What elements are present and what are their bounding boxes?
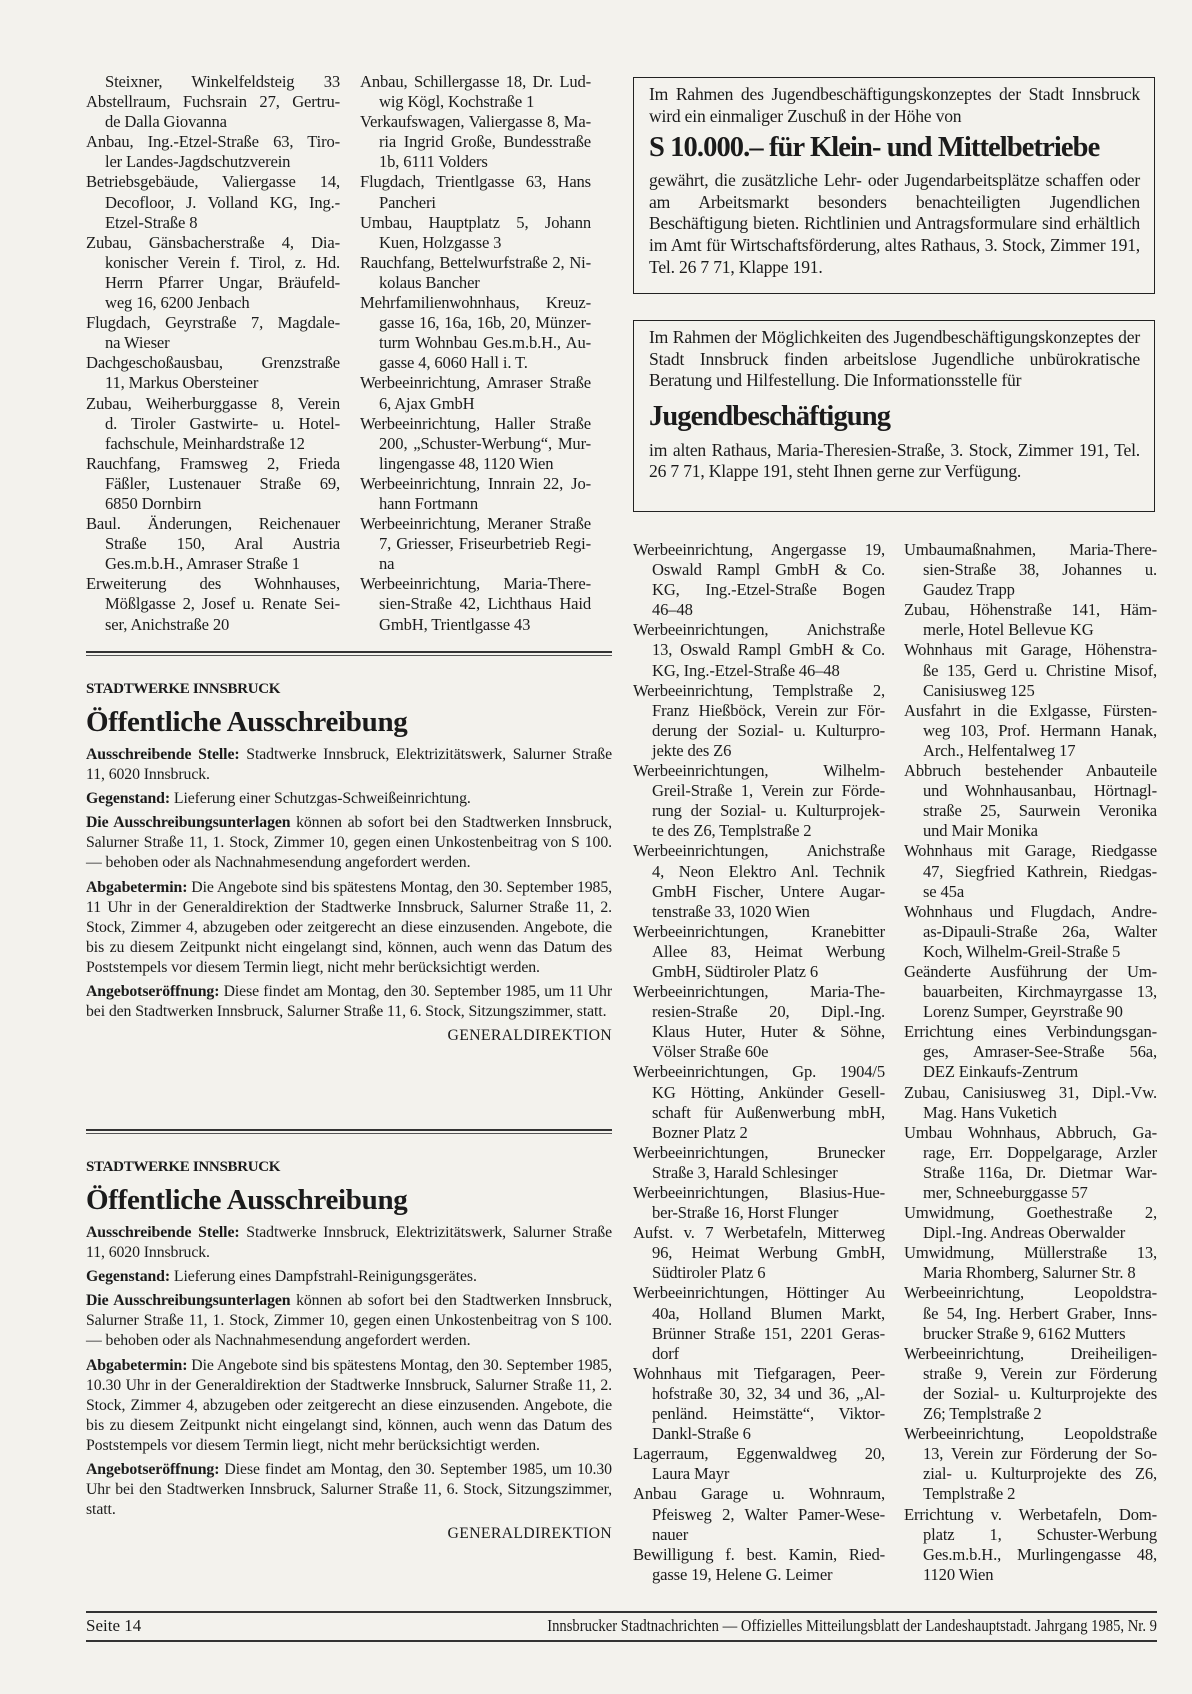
notice-organization: STADTWERKE INNSBRUCK xyxy=(86,1159,281,1175)
paragraph-text: Lieferung einer Schutzgas-Schweißeinrichtung. xyxy=(170,790,471,808)
list-item xyxy=(904,761,1157,841)
list-item-line: fachschule, Meinhardstraße 12 xyxy=(105,433,305,453)
list-item-line: sien-Straße 42, Lichthaus Haid xyxy=(379,594,591,614)
list-item-line: gasse 4, 6060 Hall i. T. xyxy=(379,353,528,373)
list-item xyxy=(904,1243,1157,1283)
list-item xyxy=(904,701,1157,761)
paragraph-text: Stadtwerke Innsbruck, Elektrizitätswerk, Salurner Straße 11, 6020 Innsbruck. xyxy=(86,746,612,784)
list-item-line: Werbeeinrichtung, Templstraße 2, xyxy=(633,680,885,700)
list-item-line: Werbeeinrichtung, Leopoldstra- xyxy=(904,1283,1157,1303)
list-item-line: konischer Verein f. Tirol, z. Hd. xyxy=(105,252,340,272)
list-item-line: rung der Sozial- u. Kulturprojek- xyxy=(652,801,885,821)
list-item-line: Dankl-Straße 6 xyxy=(652,1424,751,1444)
list-item-line: Werbeeinrichtungen, Anichstraße xyxy=(633,841,885,861)
list-item xyxy=(633,1364,885,1444)
list-item xyxy=(360,213,591,253)
list-item-line: ber-Straße 16, Horst Flunger xyxy=(652,1203,839,1223)
list-item-line: Werbeeinrichtung, Dreiheiligen- xyxy=(904,1343,1157,1363)
list-item-line: der Sozial- u. Kulturprojekte des xyxy=(923,1383,1157,1403)
list-item-line: Werbeeinrichtungen, Kranebitter xyxy=(633,921,885,941)
list-item-line: lingengasse 48, 1120 Wien xyxy=(379,453,554,473)
list-item-line: 1120 Wien xyxy=(923,1564,994,1584)
section-divider xyxy=(86,651,612,656)
list-item-line: Templstraße 2 xyxy=(923,1484,1016,1504)
paragraph-label: Gegenstand: xyxy=(86,790,171,808)
list-item xyxy=(86,233,340,313)
paragraph-label: Angebotseröffnung: xyxy=(86,1461,220,1479)
list-item-line: KG Hötting, Ankünder Gesell- xyxy=(652,1082,885,1102)
list-item-line: sien-Straße 38, Johannes u. xyxy=(923,560,1157,580)
list-item-line: Laura Mayr xyxy=(652,1464,730,1484)
list-item-line: as-Dipauli-Straße 26a, Walter xyxy=(923,921,1157,941)
list-item-line: Werbeeinrichtungen, Maria-The- xyxy=(633,982,885,1002)
list-item-line: Ges.m.b.H., Amraser Straße 1 xyxy=(105,554,300,574)
permit-list-column-1 xyxy=(86,72,340,635)
list-item-line: penländ. Heimstätte“, Viktor- xyxy=(652,1404,885,1424)
list-item xyxy=(86,72,340,92)
list-item-line: de Dalla Giovanna xyxy=(105,112,227,132)
notice-paragraph xyxy=(86,1223,612,1263)
list-item xyxy=(904,1123,1157,1203)
list-item-line: Mehrfamilienwohnhaus, Kreuz- xyxy=(360,293,591,313)
list-item-line: Flugdach, Trientlgasse 63, Hans xyxy=(360,172,591,192)
list-item-line: 11, Markus Obersteiner xyxy=(105,373,259,393)
list-item-line: KG, Ing.-Etzel-Straße 46–48 xyxy=(652,660,840,680)
list-item-line: Abstellraum, Fuchsrain 27, Gertru- xyxy=(86,92,340,112)
list-item-line: resien-Straße 20, Dipl.-Ing. xyxy=(652,1002,885,1022)
youth-employment-info-box xyxy=(633,320,1155,512)
list-item-line: Werbeeinrichtung, Meraner Straße xyxy=(360,514,591,534)
paragraph-text: Diese findet am Montag, den 30. September 1985, um 11 Uhr bei den Stadtwerken Innsbruck, Salurner Straße 11, 6. Stock, Sitzungszimmer, statt. xyxy=(86,983,612,1021)
list-item xyxy=(904,1083,1157,1123)
list-item-line: Decofloor, J. Volland KG, Ing.- xyxy=(105,192,340,212)
list-item-line: Aufst. v. 7 Werbetafeln, Mitterweg xyxy=(633,1223,885,1243)
info-headline: Jugendbeschäftigung xyxy=(649,400,891,432)
tender-notice xyxy=(86,1129,612,1544)
list-item-line: brucker Straße 9, 6162 Mutters xyxy=(923,1323,1126,1343)
list-item-line: Pancheri xyxy=(379,192,436,212)
paragraph-text: können ab sofort bei den Stadtwerken Innsbruck, Salurner Straße 11, 1. Stock, Zimmer 10, gegen einen Unkostenbeitrag von S 100.— behoben oder als Nachnahmesendung angefordert werden. xyxy=(86,1292,612,1350)
list-item xyxy=(86,132,340,172)
list-item-line: na Wieser xyxy=(105,333,170,353)
tender-notice xyxy=(86,651,612,1046)
list-item-line: 47, Siegfried Kathrein, Riedgas- xyxy=(923,861,1157,881)
paragraph-text: Stadtwerke Innsbruck, Elektrizitätswerk, Salurner Straße 11, 6020 Innsbruck. xyxy=(86,1224,612,1262)
list-item xyxy=(360,574,591,634)
paragraph-label: Die Ausschreibungsunterlagen xyxy=(86,814,291,832)
list-item-line: zial- u. Kulturprojekte des Z6, xyxy=(923,1464,1157,1484)
list-item-line: ges, Amraser-See-Straße 56a, xyxy=(923,1042,1157,1062)
list-item-line: Canisiusweg 125 xyxy=(923,680,1035,700)
notice-paragraph xyxy=(86,813,612,873)
list-item-line: Rauchfang, Bettelwurfstraße 2, Ni- xyxy=(360,252,591,272)
list-item-line: Werbeeinrichtungen, Wilhelm- xyxy=(633,761,885,781)
notice-paragraph xyxy=(86,1267,612,1287)
list-item-line: Herrn Pfarrer Ungar, Bräufeld- xyxy=(105,272,340,292)
list-item-line: Ges.m.b.H., Murlingengasse 48, xyxy=(923,1544,1157,1564)
list-item xyxy=(86,574,340,634)
footer-divider xyxy=(86,1640,1157,1642)
list-item-line: se 45a xyxy=(923,881,965,901)
list-item-line: 96, Heimat Werbung GmbH, xyxy=(652,1243,885,1263)
list-item-line: 46–48 xyxy=(652,600,693,620)
list-item-line: Zubau, Gänsbacherstraße 4, Dia- xyxy=(86,232,340,252)
list-item xyxy=(360,293,591,373)
section-divider xyxy=(86,1129,612,1134)
list-item-line: KG, Ing.-Etzel-Straße Bogen xyxy=(652,580,885,600)
list-item xyxy=(360,172,591,212)
list-item-line: Zubau, Canisiusweg 31, Dipl.-Vw. xyxy=(904,1082,1157,1102)
list-item xyxy=(86,92,340,132)
list-item-line: Werbeeinrichtungen, Brunecker xyxy=(633,1142,885,1162)
subsidy-body: gewährt, die zusätzliche Lehr- oder Jugendarbeitsplätze schaffen oder am Arbeitsmarkt besonders benachteiligten Jugendlichen Beschäftigung bieten. Richtlinien und Antragsformulare sind erhältlich im Amt für Wirtschaftsförderung, altes Rathaus, 3. Stock, Zimmer 191, Tel. 26 7 71, Klappe 191. xyxy=(649,170,1140,277)
list-item-line: Werbeeinrichtung, Haller Straße xyxy=(360,413,591,433)
list-item-line: Fäßler, Lustenauer Straße 69, xyxy=(105,473,340,493)
list-item-line: Anbau, Ing.-Etzel-Straße 63, Tiro- xyxy=(86,132,340,152)
paragraph-text: Die Angebote sind bis spätestens Montag, den 30. September 1985, 11 Uhr in der Generaldirektion der Stadtwerke Innsbruck, Salurner Straße 11, 2. Stock, Zimmer 4, abzugeben oder zeitgerecht an diese einzusenden. Angebote, die bis zu diesem Zeitpunkt nicht eingelangt sind, können, auch wenn das Datum des Poststempels vor diesem Termin liegt, nicht mehr berücksichtigt werden. xyxy=(86,878,612,976)
list-item-line: wig Kögl, Kochstraße 1 xyxy=(379,92,535,112)
list-item-line: schaft für Außenwerbung mbH, xyxy=(652,1102,885,1122)
paragraph-label: Ausschreibende Stelle: xyxy=(86,746,240,763)
list-item-line: Straße 3, Harald Schlesinger xyxy=(652,1162,838,1182)
list-item-line: Dachgeschoßausbau, Grenzstraße xyxy=(86,353,340,373)
list-item xyxy=(360,373,591,413)
list-item-line: te des Z6, Templstraße 2 xyxy=(652,821,812,841)
list-item xyxy=(633,761,885,841)
list-item-line: Zubau, Weiherburggasse 8, Verein xyxy=(86,393,340,413)
list-item xyxy=(86,394,340,454)
list-item-line: Klaus Huter, Huter & Söhne, xyxy=(652,1022,885,1042)
subsidy-headline: S 10.000.– für Klein- und Mittelbetriebe xyxy=(649,132,1100,164)
list-item xyxy=(86,353,340,393)
list-item-line: Anbau Garage u. Wohnraum, xyxy=(633,1484,885,1504)
list-item-line: hofstraße 30, 32, 34 und 36, „Al- xyxy=(652,1383,885,1403)
info-body: im alten Rathaus, Maria-Theresien-Straße, 3. Stock, Zimmer 191, Tel. 26 7 71, Klappe 191, steht Ihnen gerne zur Verfügung. xyxy=(649,439,1140,482)
permit-list-column-2 xyxy=(360,72,591,635)
list-item-line: Dipl.-Ing. Andreas Oberwalder xyxy=(923,1223,1126,1243)
list-item-line: Zubau, Höhenstraße 141, Häm- xyxy=(904,600,1157,620)
list-item-line: nauer xyxy=(652,1524,689,1544)
list-item-line: Brünner Straße 151, 2201 Geras- xyxy=(652,1323,885,1343)
list-item-line: Maria Rhomberg, Salurner Str. 8 xyxy=(923,1263,1136,1283)
list-item-line: 4, Neon Elektro Anl. Technik xyxy=(652,861,885,881)
notice-title: Öffentliche Ausschreibung xyxy=(86,706,408,738)
list-item-line: Errichtung v. Werbetafeln, Dom- xyxy=(904,1504,1157,1524)
list-item-line: Wohnhaus mit Garage, Höhenstra- xyxy=(904,640,1157,660)
list-item xyxy=(904,902,1157,962)
list-item-line: Umbaumaßnahmen, Maria-There- xyxy=(904,540,1157,559)
list-item-line: 200, „Schuster-Werbung“, Mur- xyxy=(379,433,591,453)
list-item-line: kolaus Bancher xyxy=(379,272,480,292)
list-item-line: ser, Anichstraße 20 xyxy=(105,614,230,634)
list-item-line: Umwidmung, Goethestraße 2, xyxy=(904,1203,1157,1223)
notice-paragraph xyxy=(86,982,612,1022)
list-item-line: Kuen, Holzgasse 3 xyxy=(379,232,502,252)
paragraph-label: Gegenstand: xyxy=(86,1268,171,1286)
list-item-line: Völser Straße 60e xyxy=(652,1042,769,1062)
list-item xyxy=(633,1444,885,1484)
list-item-line: Werbeeinrichtung, Maria-There- xyxy=(360,574,591,594)
list-item-line: Mößlgasse 2, Josef u. Renate Sei- xyxy=(105,594,340,614)
list-item-line: Werbeeinrichtung, Amraser Straße xyxy=(360,373,591,393)
list-item xyxy=(904,1424,1157,1504)
page-number: Seite 14 xyxy=(86,1616,142,1635)
list-item-line: Wohnhaus mit Garage, Riedgasse xyxy=(904,841,1157,861)
list-item-line: GmbH, Südtiroler Platz 6 xyxy=(652,961,819,981)
notice-paragraph xyxy=(86,1460,612,1520)
list-item-line: dorf xyxy=(652,1343,680,1363)
list-item-line: Betriebsgebäude, Valiergasse 14, xyxy=(86,172,340,192)
notice-title: Öffentliche Ausschreibung xyxy=(86,1184,408,1216)
list-item-line: Straße 116a, Dr. Dietmar War- xyxy=(923,1162,1157,1182)
list-item xyxy=(633,540,885,620)
list-item-line: Umbau Wohnhaus, Abbruch, Ga- xyxy=(904,1122,1157,1142)
list-item-line: Steixner, Winkelfeldsteig 33 xyxy=(105,72,340,91)
list-item xyxy=(86,514,340,574)
list-item-line: Geänderte Ausführung der Um- xyxy=(904,961,1157,981)
list-item-line: gasse 19, Helene G. Leimer xyxy=(652,1564,833,1584)
list-item-line: Straße 150, Aral Austria xyxy=(105,534,340,554)
paragraph-text: Diese findet am Montag, den 30. September 1985, um 10.30 Uhr bei den Stadtwerken Innsbruck, Salurner Straße 11, 6. Stock, Sitzungszimmer, statt. xyxy=(86,1461,612,1519)
list-item-line: hann Fortmann xyxy=(379,493,478,513)
list-item xyxy=(904,1022,1157,1082)
paragraph-label: Ausschreibende Stelle: xyxy=(86,1224,240,1241)
list-item xyxy=(904,962,1157,1022)
publication-line: Innsbrucker Stadtnachrichten — Offizielles Mitteilungsblatt der Landeshauptstadt. Jahrgang 1985, Nr. 9 xyxy=(547,1616,1157,1635)
list-item-line: ler Landes-Jagdschutzverein xyxy=(105,152,291,172)
notice-paragraph xyxy=(86,789,612,809)
list-item xyxy=(86,172,340,232)
paragraph-label: Angebotseröffnung: xyxy=(86,983,220,1001)
list-item-line: 1b, 6111 Volders xyxy=(379,152,488,172)
list-item xyxy=(633,1545,885,1585)
list-item xyxy=(633,1223,885,1283)
list-item xyxy=(360,474,591,514)
list-item-line: Koch, Wilhelm-Greil-Straße 5 xyxy=(923,941,1121,961)
list-item xyxy=(360,514,591,574)
list-item-line: und Mair Monika xyxy=(923,821,1038,841)
list-item-line: Baul. Änderungen, Reichenauer xyxy=(86,514,340,534)
list-item-line: straße 9, Verein zur Förderung xyxy=(923,1363,1157,1383)
list-item-line: Arch., Helfentalweg 17 xyxy=(923,740,1076,760)
list-item-line: weg 16, 6200 Jenbach xyxy=(105,293,250,313)
list-item-line: na xyxy=(379,554,395,574)
list-item-line: Umwidmung, Müllerstraße 13, xyxy=(904,1243,1157,1263)
list-item xyxy=(904,841,1157,901)
list-item-line: 7, Griesser, Friseurbetrieb Regi- xyxy=(379,534,591,554)
list-item-line: ße 54, Ing. Herbert Graber, Inns- xyxy=(923,1303,1157,1323)
list-item-line: derung der Sozial- u. Kulturpro- xyxy=(652,720,885,740)
list-item-line: Wohnhaus mit Tiefgaragen, Peer- xyxy=(633,1363,885,1383)
subsidy-intro: Im Rahmen des Jugendbeschäftigungskonzeptes der Stadt Innsbruck wird ein einmaliger Zuschuß in der Höhe von xyxy=(649,84,1140,126)
list-item xyxy=(633,1143,885,1183)
list-item-line: Lagerraum, Eggenwaldweg 20, xyxy=(633,1444,885,1464)
list-item-line: GmbH Fischer, Untere Augar- xyxy=(652,881,885,901)
list-item-line: und Wohnhausanbau, Hörtnagl- xyxy=(923,781,1157,801)
list-item xyxy=(904,600,1157,640)
list-item-line: Etzel-Straße 8 xyxy=(105,212,198,232)
list-item-line: turm Wohnbau Ges.m.b.H., Au- xyxy=(379,333,591,353)
list-item xyxy=(86,313,340,353)
permit-list-column-4 xyxy=(904,540,1157,1585)
list-item-line: Flugdach, Geyrstraße 7, Magdale- xyxy=(86,313,340,333)
notice-organization: STADTWERKE INNSBRUCK xyxy=(86,681,281,697)
list-item-line: DEZ Einkaufs-Zentrum xyxy=(923,1062,1079,1082)
list-item-line: Werbeeinrichtungen, Höttinger Au xyxy=(633,1283,885,1303)
list-item-line: ße 135, Gerd u. Christine Misof, xyxy=(923,660,1157,680)
list-item-line: Ausfahrt in die Exlgasse, Fürsten- xyxy=(904,700,1157,720)
list-item xyxy=(633,1062,885,1142)
paragraph-label: Abgabetermin: xyxy=(86,1356,188,1374)
list-item-line: Werbeeinrichtung, Angergasse 19, xyxy=(633,540,885,559)
list-item xyxy=(904,640,1157,700)
list-item-line: Südtiroler Platz 6 xyxy=(652,1263,766,1283)
list-item xyxy=(360,72,591,112)
list-item-line: Lorenz Sumper, Geyrstraße 90 xyxy=(923,1002,1123,1022)
list-item xyxy=(904,1344,1157,1424)
list-item-line: gasse 16, 16a, 16b, 20, Münzer- xyxy=(379,313,591,333)
paragraph-label: Abgabetermin: xyxy=(86,878,188,896)
list-item-line: tenstraße 33, 1020 Wien xyxy=(652,901,810,921)
list-item-line: Greil-Straße 1, Verein zur Förde- xyxy=(652,781,885,801)
list-item-line: Mag. Hans Vuketich xyxy=(923,1102,1057,1122)
list-item xyxy=(904,1505,1157,1585)
list-item xyxy=(360,414,591,474)
permit-list-column-3 xyxy=(633,540,885,1585)
list-item-line: Pfeisweg 2, Walter Pamer-Wese- xyxy=(652,1504,885,1524)
list-item-line: Werbeeinrichtungen, Anichstraße xyxy=(633,620,885,640)
info-intro: Im Rahmen der Möglichkeiten des Jugendbeschäftigungskonzeptes der Stadt Innsbruck finden arbeitslose Jugendliche unbürokratische Beratung und Hilfestellung. Die Informationsstelle für xyxy=(649,327,1140,391)
notice-paragraph xyxy=(86,745,612,785)
list-item xyxy=(360,112,591,172)
list-item-line: Z6; Templstraße 2 xyxy=(923,1404,1042,1424)
list-item xyxy=(633,1484,885,1544)
list-item-line: Werbeeinrichtungen, Blasius-Hue- xyxy=(633,1183,885,1202)
list-item-line: Verkaufswagen, Valiergasse 8, Ma- xyxy=(360,112,591,132)
list-item-line: GmbH, Trientlgasse 43 xyxy=(379,614,531,634)
notice-paragraph xyxy=(86,878,612,978)
notice-signature: GENERALDIREKTION xyxy=(447,1525,612,1543)
paragraph-label: Die Ausschreibungsunterlagen xyxy=(86,1292,291,1310)
list-item xyxy=(633,841,885,921)
paragraph-text: können ab sofort bei den Stadtwerken Innsbruck, Salurner Straße 11, 1. Stock, Zimmer 10, gegen einen Unkostenbeitrag von S 100.— behoben oder als Nachnahmesendung angefordert werden. xyxy=(86,814,612,872)
list-item xyxy=(904,1283,1157,1343)
list-item-line: Werbeeinrichtung, Innrain 22, Jo- xyxy=(360,473,591,493)
list-item-line: Bewilligung f. best. Kamin, Ried- xyxy=(633,1544,885,1564)
list-item xyxy=(633,1183,885,1223)
list-item-line: Allee 83, Heimat Werbung xyxy=(652,941,885,961)
subsidy-notice-box xyxy=(633,77,1155,294)
notice-paragraph xyxy=(86,1356,612,1456)
list-item-line: rage, Err. Doppelgarage, Arzler xyxy=(923,1142,1157,1162)
list-item xyxy=(86,454,340,514)
list-item xyxy=(633,922,885,982)
list-item xyxy=(633,681,885,761)
notice-paragraph xyxy=(86,1291,612,1351)
paragraph-text: Lieferung eines Dampfstrahl-Reinigungsgerätes. xyxy=(170,1268,477,1286)
paragraph-text: Die Angebote sind bis spätestens Montag, den 30. September 1985, 10.30 Uhr in der Generaldirektion der Stadtwerke Innsbruck, Salurner Straße 11, 2. Stock, Zimmer 4, abzugeben oder zeitgerecht an diese einzusenden. Angebote, die bis zu diesem Zeitpunkt nicht eingelangt sind, können, auch wenn das Datum des Poststempels vor diesem Termin liegt, nicht mehr berücksichtigt werden. xyxy=(86,1356,612,1454)
list-item-line: Werbeeinrichtung, Leopoldstraße xyxy=(904,1424,1157,1444)
list-item-line: d. Tiroler Gastwirte- u. Hotel- xyxy=(105,413,340,433)
list-item-line: mer, Schneeburggasse 57 xyxy=(923,1183,1088,1202)
list-item-line: Rauchfang, Framsweg 2, Frieda xyxy=(86,453,340,473)
list-item-line: 13, Verein zur Förderung der So- xyxy=(923,1444,1157,1464)
list-item-line: Oswald Rampl GmbH & Co. xyxy=(652,560,885,580)
list-item xyxy=(633,1283,885,1363)
list-item-line: straße 25, Saurwein Veronika xyxy=(923,801,1157,821)
list-item-line: merle, Hotel Bellevue KG xyxy=(923,620,1094,640)
list-item-line: 13, Oswald Rampl GmbH & Co. xyxy=(652,640,885,660)
list-item-line: Abbruch bestehender Anbauteile xyxy=(904,761,1157,781)
list-item xyxy=(904,540,1157,600)
list-item-line: 6, Ajax GmbH xyxy=(379,393,475,413)
list-item-line: jekte des Z6 xyxy=(652,740,732,760)
notice-signature: GENERALDIREKTION xyxy=(447,1027,612,1045)
list-item-line: platz 1, Schuster-Werbung xyxy=(923,1524,1157,1544)
list-item-line: Anbau, Schillergasse 18, Dr. Lud- xyxy=(360,72,591,91)
list-item-line: Werbeeinrichtungen, Gp. 1904/5 xyxy=(633,1062,885,1082)
list-item-line: Erweiterung des Wohnhauses, xyxy=(86,574,340,594)
list-item xyxy=(633,620,885,680)
list-item-line: Errichtung eines Verbindungsgan- xyxy=(904,1022,1157,1042)
list-item-line: 40a, Holland Blumen Markt, xyxy=(652,1303,885,1323)
list-item-line: ria Ingrid Große, Bundesstraße xyxy=(379,132,591,152)
list-item-line: Wohnhaus und Flugdach, Andre- xyxy=(904,901,1157,921)
list-item-line: Gaudez Trapp xyxy=(923,580,1015,600)
footer-divider xyxy=(86,1611,1157,1613)
list-item-line: Franz Hießböck, Verein zur För- xyxy=(652,700,885,720)
list-item-line: 6850 Dornbirn xyxy=(105,493,202,513)
list-item xyxy=(904,1203,1157,1243)
list-item-line: Bozner Platz 2 xyxy=(652,1122,748,1142)
list-item xyxy=(633,982,885,1062)
list-item xyxy=(360,253,591,293)
list-item-line: weg 103, Prof. Hermann Hanak, xyxy=(923,720,1157,740)
list-item-line: bauarbeiten, Kirchmayrgasse 13, xyxy=(923,982,1157,1002)
list-item-line: Umbau, Hauptplatz 5, Johann xyxy=(360,212,591,232)
